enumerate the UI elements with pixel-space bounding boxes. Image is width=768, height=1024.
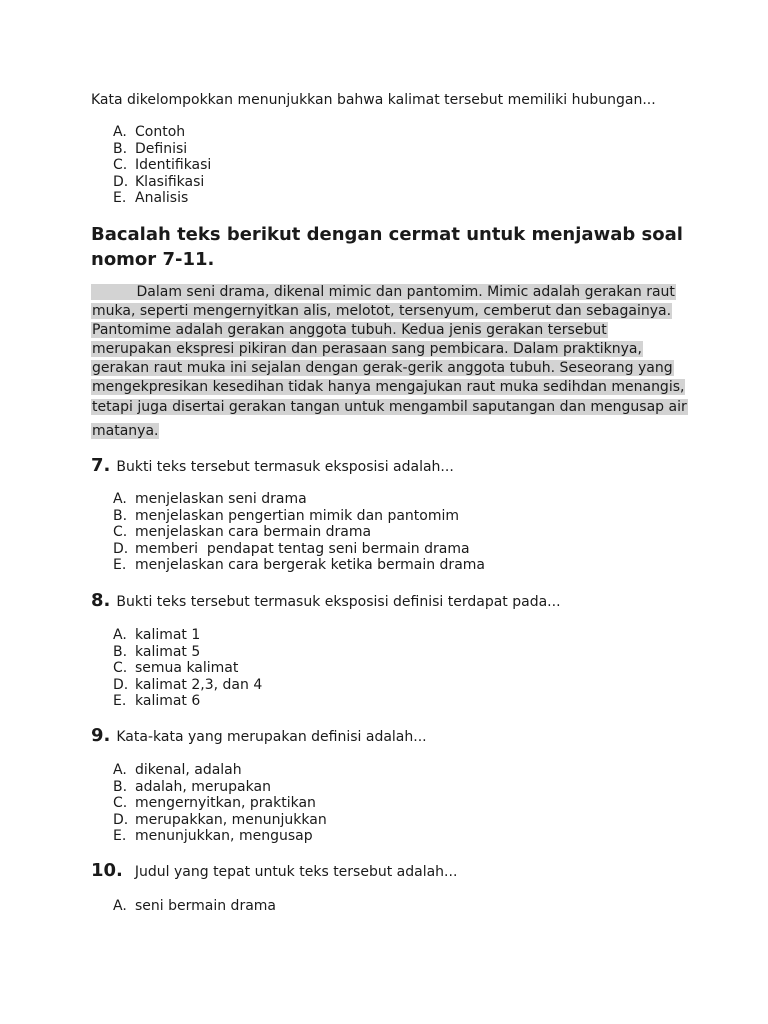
question-text: Kata-kata yang merupakan definisi adalah... [116,729,427,745]
passage-line [91,303,691,322]
passage-line-text: gerakan raut muka ini sejalan dengan gerak-gerik anggota tubuh. Seseorang yang [92,360,673,377]
option-a [113,627,262,644]
option-e [113,828,327,845]
question-8 [91,590,561,611]
intro-option-d [113,174,211,191]
option-letter: A. [113,762,127,778]
option-letter: C. [113,524,128,541]
passage-line [91,379,691,398]
option-text: semua kalimat [135,660,239,677]
question-number: 9. [91,725,111,746]
option-letter: C. [113,660,128,677]
passage-line [91,360,691,379]
option-d [113,812,327,829]
option-letter: D. [113,811,129,828]
option-letter: D. [113,173,129,190]
option-text: menjelaskan cara bergerak ketika bermain drama [135,557,485,574]
option-d [113,541,485,558]
passage-line [91,284,691,303]
question-7 [91,455,454,476]
option-text: kalimat 6 [135,693,201,710]
question-number: 10. [91,860,123,881]
option-letter: C. [113,795,128,812]
option-text: merupakkan, menunjukkan [135,811,327,828]
option-text: mengernyitkan, praktikan [135,795,316,812]
question-7-options [113,491,485,574]
option-letter: A. [113,627,127,643]
passage-line [91,418,691,442]
intro-option-c [113,157,211,174]
option-e [113,557,485,574]
option-text: kalimat 5 [135,643,201,660]
option-letter: B. [113,643,128,660]
option-letter: A. [113,124,127,140]
option-a [113,491,485,508]
question-10 [91,860,457,881]
option-d [113,677,262,694]
option-b [113,644,262,661]
intro-question: Kata dikelompokkan menunjukkan bahwa kalimat tersebut memiliki hubungan... [91,92,656,108]
intro-option-e [113,190,211,207]
option-b [113,508,485,525]
option-c [113,795,327,812]
passage-line [91,322,691,341]
reading-passage [91,284,691,442]
passage-line-text: merupakan ekspresi pikiran dan perasaan sang pembicara. Dalam praktiknya, [92,341,642,358]
option-text: dikenal, adalah [135,762,242,778]
intro-options [113,124,211,207]
option-text: kalimat 2,3, dan 4 [135,676,263,693]
question-text: Bukti teks tersebut termasuk eksposisi adalah... [116,459,454,475]
question-9-options [113,762,327,845]
option-letter: D. [113,676,129,693]
option-text: Analisis [135,190,189,207]
question-text: Judul yang tepat untuk teks tersebut adalah... [134,864,458,880]
option-a [113,762,327,779]
option-c [113,524,485,541]
option-letter: C. [113,157,128,174]
passage-line [91,341,691,360]
option-letter: D. [113,540,129,557]
option-letter: B. [113,507,128,524]
option-text: menjelaskan seni drama [135,491,307,507]
option-text: menunjukkan, mengusap [135,828,313,845]
passage-line-text: Pantomime adalah gerakan anggota tubuh. Kedua jenis gerakan tersebut [92,322,607,339]
question-8-options [113,627,262,710]
passage-line-text: tetapi juga disertai gerakan tangan untuk mengambil saputangan dan mengusap air [92,398,687,415]
option-a [113,898,276,915]
passage-line-text: mengekpresikan kesedihan tidak hanya mengajukan raut muka sedihdan menangis, [92,379,685,396]
option-b [113,779,327,796]
option-c [113,660,262,677]
option-letter: E. [113,190,127,207]
question-number: 8. [91,590,111,611]
option-letter: A. [113,898,127,914]
section-heading: Bacalah teks berikut dengan cermat untuk menjawab soal nomor 7-11. [91,224,683,270]
option-text: Contoh [135,124,186,140]
option-text: kalimat 1 [135,627,201,643]
option-letter: B. [113,140,128,157]
option-text: Klasifikasi [135,173,205,190]
option-text: adalah, merupakan [135,778,271,795]
intro-option-b [113,141,211,158]
option-text: menjelaskan pengertian mimik dan pantomim [135,507,460,524]
question-9 [91,725,427,746]
question-text: Bukti teks tersebut termasuk eksposisi definisi terdapat pada... [116,594,561,610]
option-e [113,693,262,710]
passage-line-text: muka, seperti mengernyitkan alis, melotot, tersenyum, cemberut dan sebagainya. [92,303,672,320]
option-letter: E. [113,828,127,845]
passage-line-text: matanya. [92,422,159,439]
option-letter: E. [113,693,127,710]
option-text: Identifikasi [135,157,212,174]
option-text: menjelaskan cara bermain drama [135,524,372,541]
option-letter: E. [113,557,127,574]
intro-option-a [113,124,211,141]
question-10-options [113,898,276,915]
option-text: seni bermain drama [135,898,276,914]
option-letter: A. [113,491,127,507]
passage-line-text: Dalam seni drama, dikenal mimic dan pantomim. Mimic adalah gerakan raut [92,284,675,300]
passage-line [91,399,691,418]
question-number: 7. [91,455,111,476]
option-text: Definisi [135,140,188,157]
option-letter: B. [113,778,128,795]
option-text: memberi pendapat tentag seni bermain drama [135,540,470,557]
